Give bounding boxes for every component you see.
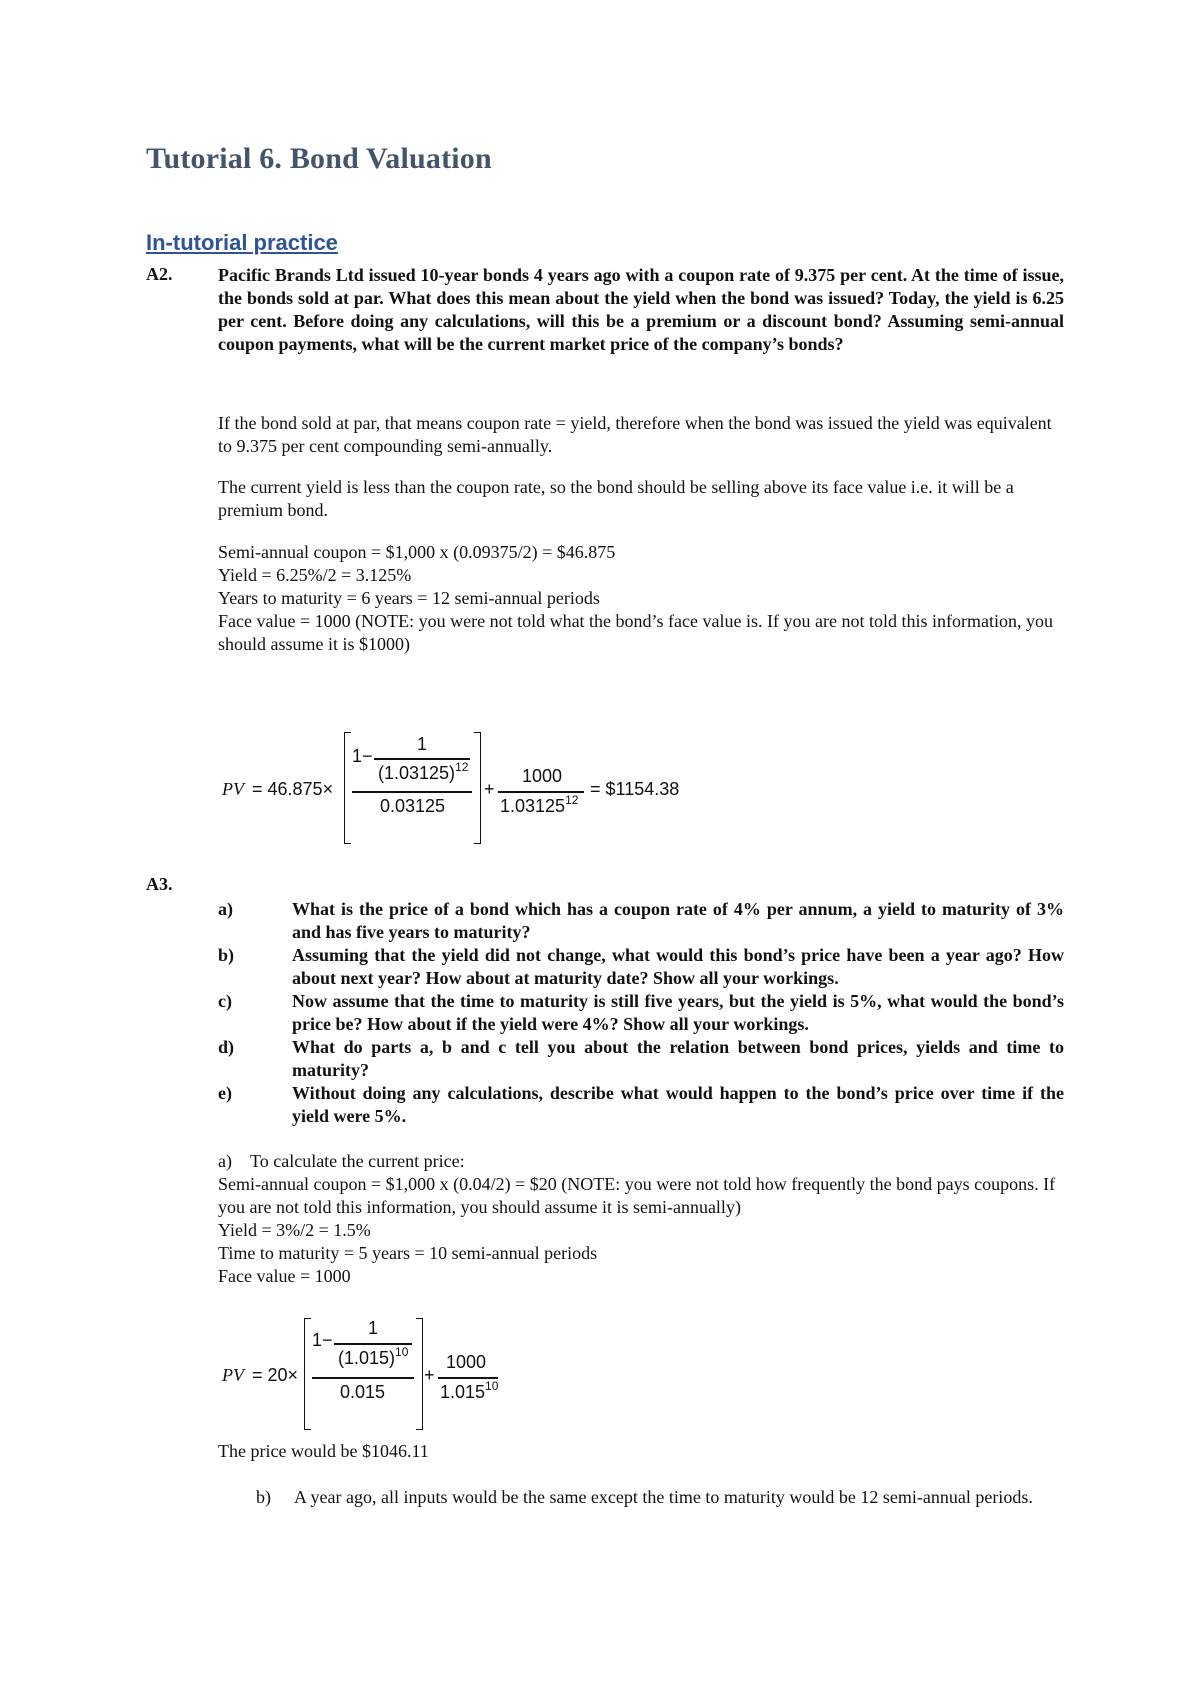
a3-subquestion-label: e) (218, 1083, 232, 1103)
a2-eq-inner-num: 1 (417, 734, 428, 754)
a3-eq-plus: + (424, 1365, 435, 1385)
a2-eq-inner-den (378, 760, 469, 784)
a3-answer-b-text: A year ago, all inputs would be the same except the time to maturity would be 12 semi-annual periods. (294, 1487, 1033, 1507)
a2-eq-fv-den (500, 793, 579, 817)
a2-answer-paragraph-2: The current yield is less than the coupon rate, so the bond should be selling above its face value i.e. it will be a premium bond. (218, 477, 1014, 520)
a3-eq-fv-den-base: 1.015 (440, 1382, 486, 1402)
a3-calculation-lines (218, 1173, 1064, 1288)
a3-subquestion-e (218, 1082, 1064, 1128)
a3-subquestion-text: Assuming that the yield did not change, what would this bond’s price have been a year ago? How about next year? How about at maturity date? Show all your workings. (292, 945, 1064, 988)
a2-main-fraction-bar (352, 791, 472, 793)
a3-subquestion-c (218, 990, 1064, 1036)
a2-eq-plus: + (484, 779, 495, 799)
a2-eq-fv-den-base: 1.03125 (500, 796, 566, 816)
a3-face-value-line: Face value = 1000 (218, 1266, 351, 1286)
a3-subquestion-text: What do parts a, b and c tell you about the relation between bond prices, yields and time to maturity? (292, 1037, 1064, 1080)
a2-coupon-line: Semi-annual coupon = $1,000 x (0.09375/2) = $46.875 (218, 542, 616, 562)
a3-subquestion-text: What is the price of a bond which has a coupon rate of 4% per annum, a yield to maturity of 3% and has five years to maturity? (292, 899, 1064, 942)
a3-subquestion-label: c) (218, 991, 232, 1011)
a2-eq-pv: PV (222, 779, 244, 799)
a3-eq-fv: 1000 (446, 1352, 487, 1372)
a3-eq-one-minus: 1− (312, 1330, 333, 1350)
a2-left-bracket (344, 732, 351, 844)
a3-answer-a-intro-text: To calculate the current price: (249, 1151, 465, 1171)
a2-eq-one-minus: 1− (352, 746, 373, 766)
a3-left-bracket (304, 1318, 311, 1430)
a3-subquestions (218, 898, 1064, 1128)
a3-subquestion-label: d) (218, 1037, 235, 1057)
section-heading: In-tutorial practice (146, 230, 338, 255)
question-label-a2: A2. (146, 264, 173, 284)
a3-subquestion-text: Without doing any calculations, describe what would happen to the bond’s price over time if the yield were 5%. (292, 1083, 1064, 1126)
a3-eq-coef: = 20× (252, 1365, 299, 1385)
question-label-a3: A3. (146, 874, 173, 894)
a2-answer-paragraph-1: If the bond sold at par, that means coupon rate = yield, therefore when the bond was issued the yield was equivalent to 9.375 per cent compounding semi-annually. (218, 413, 1052, 456)
a2-eq-rate: 0.03125 (380, 796, 446, 816)
a2-eq-fv: 1000 (522, 766, 563, 786)
a3-subquestion-b (218, 944, 1064, 990)
a2-eq-coef: = 46.875× (252, 779, 334, 799)
a2-calculation-lines (218, 541, 1064, 656)
a3-eq-rate: 0.015 (340, 1382, 386, 1402)
a3-subquestion-text: Now assume that the time to maturity is still five years, but the yield is 5%, what would the bond’s price be? How about if the yield were 4%? Show all your workings. (292, 991, 1064, 1034)
a3-subquestion-a (218, 898, 1064, 944)
a3-price-text: The price would be $1046.11 (218, 1441, 429, 1461)
a3-answer-b (256, 1486, 1064, 1509)
a2-eq-result: = $1154.38 (590, 779, 680, 799)
a2-eq-den-base: (1.03125) (378, 763, 456, 783)
a3-main-fraction-bar (312, 1377, 414, 1379)
a3-subquestion-d (218, 1036, 1064, 1082)
a3-subquestion-label: a) (218, 899, 233, 919)
a3-answer-a-label: a) (218, 1151, 232, 1171)
a3-eq-inner-den (338, 1345, 409, 1369)
a2-face-value-line: Face value = 1000 (NOTE: you were not told what the bond’s face value is. If you are not told this information, you should assume it is $1000) (218, 611, 1053, 654)
a3-eq-inner-num: 1 (368, 1318, 379, 1338)
a2-right-bracket (474, 732, 481, 844)
a2-eq-den-exp: 12 (455, 760, 469, 774)
a3-eq-den-exp: 10 (395, 1345, 409, 1359)
page-title: Tutorial 6. Bond Valuation (146, 142, 492, 175)
a3-eq-fv-den (440, 1379, 499, 1403)
a3-eq-pv: PV (222, 1365, 244, 1385)
a3-yield-line: Yield = 3%/2 = 1.5% (218, 1220, 371, 1240)
a3-eq-den-base: (1.015) (338, 1348, 396, 1368)
a3-coupon-line: Semi-annual coupon = $1,000 x (0.04/2) = $20 (NOTE: you were not told how frequently the bond pays coupons. If you are not told this information, you should assume it is semi-annually) (218, 1174, 1056, 1217)
a2-yield-line: Yield = 6.25%/2 = 3.125% (218, 565, 412, 585)
question-text-a2: Pacific Brands Ltd issued 10-year bonds 4 years ago with a coupon rate of 9.375 per cent. At the time of issue, the bonds sold at par. What does this mean about the yield when the bond was issued? Today, the yield is 6.25 per cent. Before doing any calculations, will this be a premium or a discount bond? Assuming semi-annual coupon payments, what will be the current market price of the company’s bonds? (218, 265, 1064, 354)
a2-years-line: Years to maturity = 6 years = 12 semi-annual periods (218, 588, 600, 608)
a3-eq-fv-den-exp: 10 (485, 1379, 499, 1393)
a3-right-bracket (416, 1318, 423, 1430)
a3-time-line: Time to maturity = 5 years = 10 semi-annual periods (218, 1243, 598, 1263)
a2-eq-fv-den-exp: 12 (565, 793, 579, 807)
a3-subquestion-label: b) (218, 945, 235, 965)
a3-answer-b-label: b) (256, 1487, 271, 1507)
a3-answer-a-intro (218, 1150, 1064, 1173)
